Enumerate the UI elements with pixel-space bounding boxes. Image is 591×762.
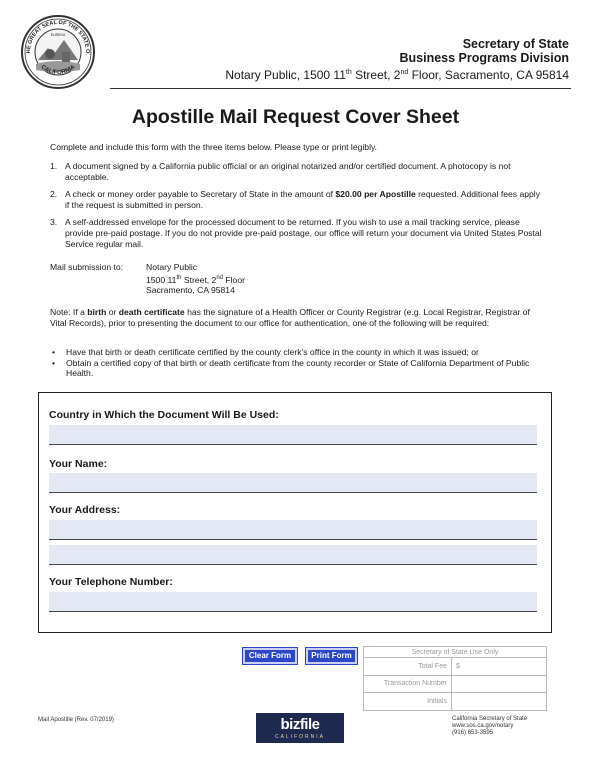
- country-input[interactable]: [49, 425, 537, 445]
- intro-text: Complete and include this form with the three items below. Please type or print legibly.: [50, 142, 378, 152]
- name-label: Your Name:: [49, 458, 108, 470]
- country-label: Country in Which the Document Will Be Used:: [49, 409, 279, 421]
- name-input[interactable]: [49, 473, 537, 493]
- division-name: Business Programs Division: [399, 51, 569, 65]
- california-seal-logo: [20, 14, 96, 90]
- svg-text:EUREKA: EUREKA: [50, 33, 66, 37]
- header-divider: [110, 88, 571, 89]
- page-title: Apostille Mail Request Cover Sheet: [131, 106, 460, 128]
- mail-address: Notary Public 1500 11th Street, 2nd Floor Sacramento, CA 95814: [146, 262, 245, 296]
- print-form-button[interactable]: Print Form: [306, 648, 357, 664]
- phone-label: Your Telephone Number:: [49, 576, 173, 588]
- clear-form-button[interactable]: Clear Form: [243, 648, 297, 664]
- mail-submission: [50, 262, 245, 296]
- address-input-line1[interactable]: [49, 520, 537, 540]
- mail-submission-label: Mail submission to:: [50, 262, 124, 272]
- bizfile-logo: bizfile CALIFORNIA: [256, 713, 344, 743]
- state-use-only-table: [363, 646, 547, 711]
- list-item: 1. A document signed by a California public official or an original notarized and/or certified document. A photocopy is not acceptable.: [50, 161, 511, 182]
- list-item: 3. A self-addressed envelope for the processed document to be returned. If you wish to use a mail tracking service, please provide pre-paid postage. If you do not provide pre-paid postage, our office will return your document via United States Postal Service regular mail.: [50, 217, 542, 249]
- form-revision: Mail Apostille (Rev. 07/2019): [38, 717, 114, 723]
- state-use-heading: Secretary of State Use Only: [364, 647, 547, 658]
- transaction-number-label: Transaction Number: [364, 675, 452, 693]
- address-label: Your Address:: [49, 504, 121, 516]
- contact-info: California Secretary of State www.sos.ca.gov/notary (916) 653-3595: [452, 716, 528, 736]
- svg-text:THE GREAT SEAL OF THE STATE OF: HE GREAT SEAL OF THE STATE O: [25, 19, 91, 54]
- initials-label: Initials: [364, 693, 452, 711]
- list-item: • Have that birth or death certificate certified by the county clerk’s office in the county in which it was issued; or: [52, 347, 479, 357]
- phone-input[interactable]: [49, 592, 537, 612]
- address-input-line2[interactable]: [49, 545, 537, 565]
- requirements-list: [50, 161, 545, 256]
- svg-text:CALIFORNIA: CALIFORNIA: [39, 64, 77, 77]
- total-fee-value: $: [452, 658, 547, 676]
- agency-header: [225, 37, 569, 83]
- agency-address: Notary Public, 1500 11th Street, 2nd Floor, Sacramento, CA 95814: [225, 68, 569, 82]
- agency-name: Secretary of State: [462, 37, 569, 51]
- transaction-number-value: [452, 675, 547, 693]
- certificate-options-list: [50, 347, 545, 379]
- initials-value: [452, 693, 547, 711]
- certificate-note: Note: If a birth or death certificate has the signature of a Health Officer or County Registrar (e.g. Local Registrar, Registrar of Vital Records), prior to presenting the document to our office for authentication, one of the following will be required:: [50, 307, 530, 328]
- list-item: 2. A check or money order payable to Secretary of State in the amount of $20.00 per Apostille requested. Additional fees apply if the request is submitted in person.: [50, 189, 541, 210]
- total-fee-label: Total Fee: [364, 658, 452, 676]
- request-form: [38, 392, 552, 633]
- list-item: • Obtain a certified copy of that birth or death certificate from the county recorder or State of California Department of Public Health.: [52, 357, 530, 379]
